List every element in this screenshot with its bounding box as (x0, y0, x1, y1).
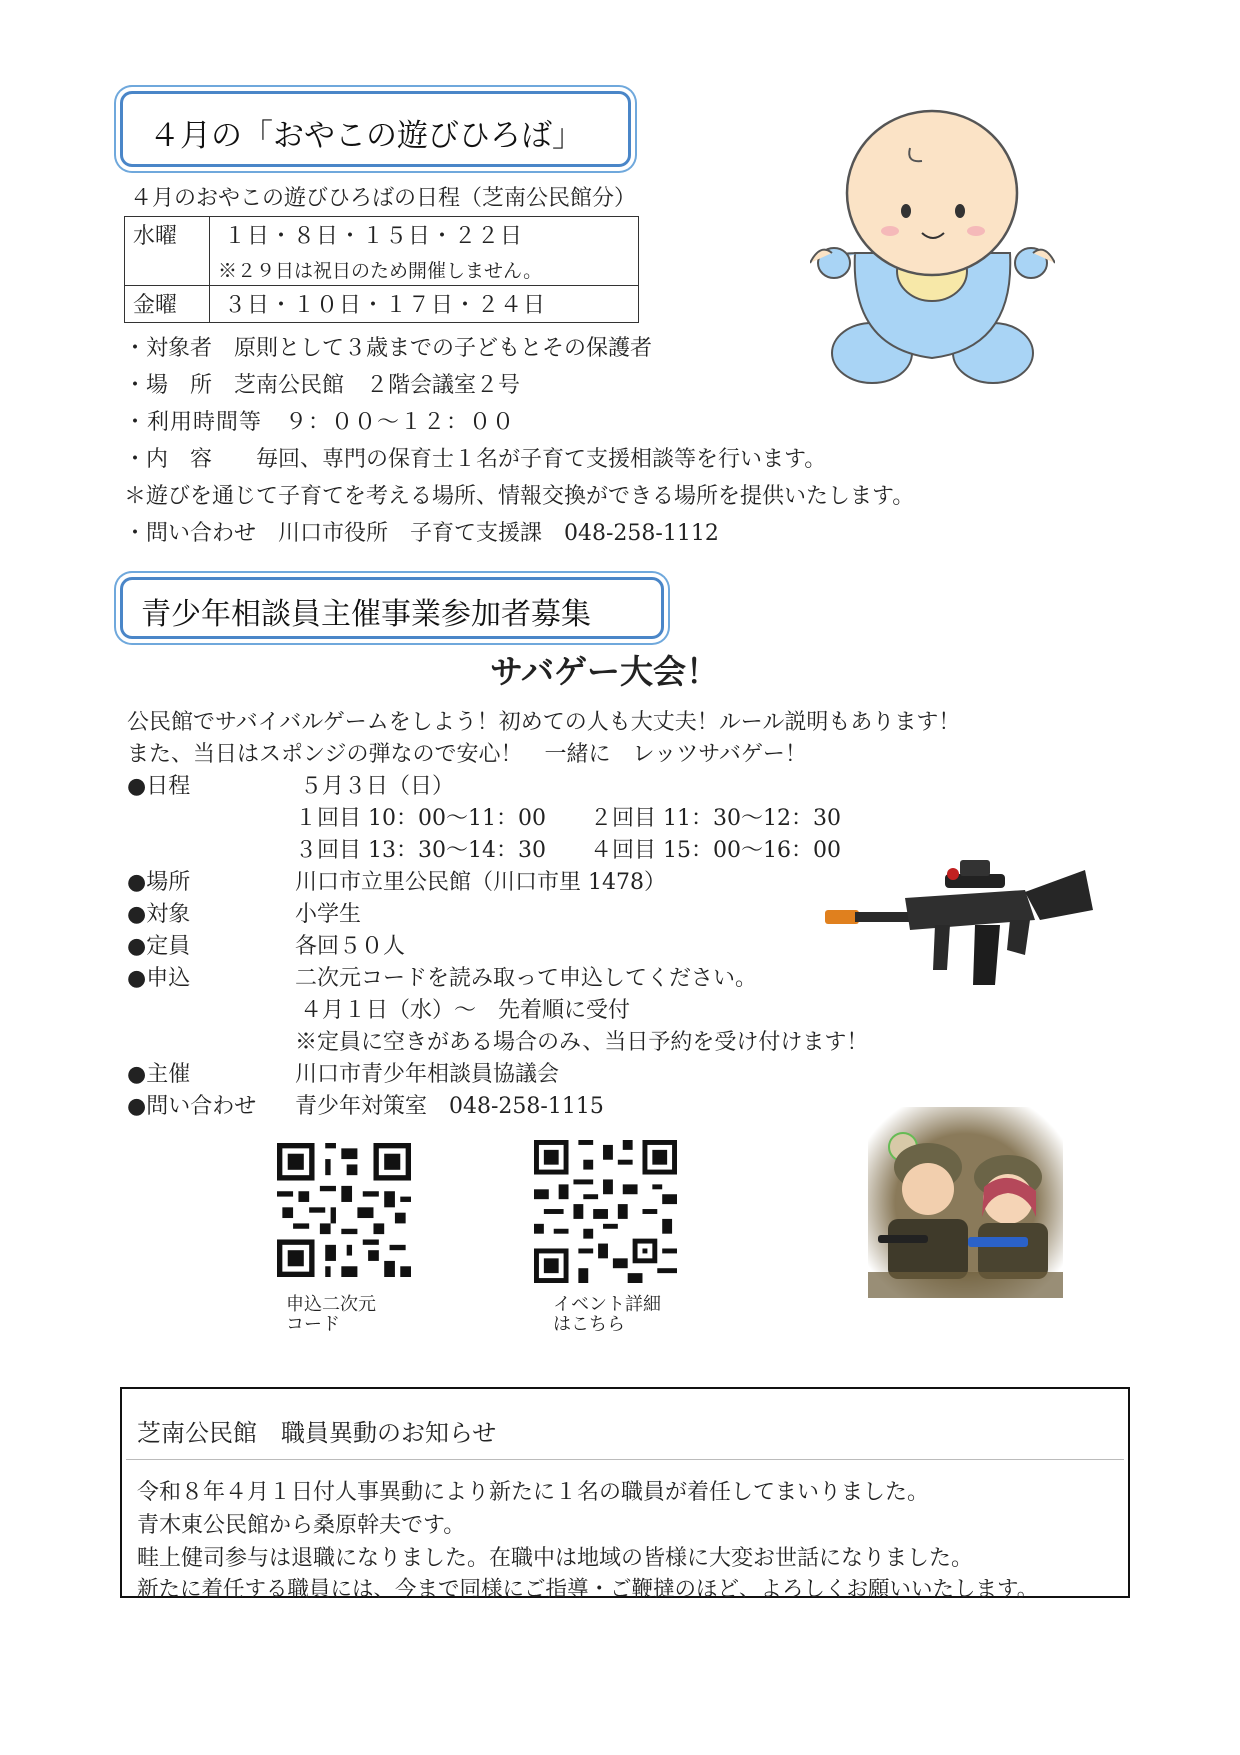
schedule-note: ※２９日は祝日のため開催しません。 (218, 260, 543, 282)
detail-value: ※定員に空きがある場合のみ、当日予約を受け付けます！ (295, 1030, 869, 1055)
toy-gun-illustration (825, 850, 1095, 990)
notice-divider (126, 1459, 1124, 1460)
qr-code-apply[interactable] (277, 1143, 411, 1277)
qr-code-event[interactable] (534, 1140, 677, 1283)
table-row (125, 286, 639, 323)
qr-apply-caption (286, 1295, 376, 1335)
survival-intro-2: また、当日はスポンジの弾なので安心！ 一緒に レッツサバゲー！ (127, 742, 807, 767)
survival-intro-1: 公民館でサバイバルゲームをしよう！初めての人も大丈夫！ルール説明もあります！ (127, 710, 961, 735)
schedule-dates-text: ３日・１０日・１７日・２４日 (224, 293, 547, 318)
detail-label-target: ●対象 (127, 902, 191, 927)
survival-heading-text: 青少年相談員主催事業参加者募集 (141, 597, 591, 632)
notice-line: 令和８年４月１日付人事異動により新たに１名の職員が着任してまいりました。 (137, 1480, 930, 1505)
table-row (125, 217, 639, 286)
qr-event-caption-line: はこちら (553, 1314, 625, 1335)
asobi-heading (120, 91, 631, 167)
asobi-heading-text: ４月の「おやこの遊びひろば」 (149, 118, 583, 154)
detail-value: 小学生 (295, 902, 362, 927)
detail-value: 二次元コードを読み取って申込してください。 (295, 966, 758, 991)
schedule-dates (210, 286, 639, 323)
detail-label-contact: ●問い合わせ (127, 1094, 257, 1119)
detail-value: ３回目 13：30～14：30 ４回目 15：00～16：00 (295, 838, 841, 863)
detail-value: 川口市青少年相談員協議会 (295, 1062, 560, 1087)
kids-survival-photo (868, 1107, 1063, 1298)
detail-value: 各回５０人 (295, 934, 406, 959)
schedule-day: 金曜 (125, 286, 210, 323)
notice-heading: 芝南公民館 職員異動のお知らせ (137, 1419, 497, 1447)
notice-line: 新たに着任する職員には、今まで同様にご指導・ご鞭撻のほど、よろしくお願いいたします。 (137, 1577, 1039, 1602)
detail-value: 川口市立里公民館（川口市里 1478） (295, 870, 666, 895)
detail-label-place: ●場所 (127, 870, 191, 895)
detail-label-schedule: ●日程 (127, 774, 191, 799)
notice-line: 畦上健司参与は退職になりました。在職中は地域の皆様に大変お世話になりました。 (137, 1546, 974, 1571)
qr-apply-caption-line: 申込二次元 (286, 1294, 376, 1315)
asobi-note: ＊遊びを通じて子育てを考える場所、情報交換ができる場所を提供いたします。 (124, 484, 915, 509)
asobi-subtitle: ４月のおやこの遊びひろばの日程（芝南公民館分） (130, 186, 637, 211)
notice-line: 青木東公民館から桑原幹夫です。 (137, 1513, 466, 1538)
qr-apply-caption-line: コード (286, 1314, 340, 1335)
asobi-time: ・利用時間等 ９：００～１２：００ (124, 410, 516, 435)
asobi-contact: ・問い合わせ 川口市役所 子育て支援課 048-258-1112 (124, 521, 719, 546)
detail-label-apply: ●申込 (127, 966, 191, 991)
survival-heading (120, 577, 664, 639)
schedule-dates-text: １日・８日・１５日・２２日 (224, 224, 524, 249)
schedule-dates (210, 217, 639, 286)
baby-illustration (810, 103, 1055, 403)
detail-value: ４月１日（水）～ 先着順に受付 (300, 998, 631, 1023)
survival-title: サバゲー大会！ (490, 652, 720, 691)
detail-value: １回目 10：00～11：00 ２回目 11：30～12：30 (295, 806, 841, 831)
qr-event-caption (553, 1295, 661, 1335)
staff-notice-box (120, 1387, 1130, 1602)
qr-event-caption-line: イベント詳細 (553, 1294, 661, 1315)
schedule-day: 水曜 (125, 217, 210, 286)
detail-value: ５月３日（日） (300, 774, 455, 799)
detail-value: 青少年対策室 048-258-1115 (295, 1094, 604, 1119)
detail-label-organizer: ●主催 (127, 1062, 191, 1087)
asobi-place: ・場 所 芝南公民館 ２階会議室２号 (124, 373, 521, 398)
asobi-schedule-table (124, 216, 639, 323)
asobi-content: ・内 容 毎回、専門の保育士１名が子育て支援相談等を行います。 (124, 447, 827, 472)
detail-label-capacity: ●定員 (127, 934, 191, 959)
asobi-target: ・対象者 原則として３歳までの子どもとその保護者 (124, 336, 653, 361)
